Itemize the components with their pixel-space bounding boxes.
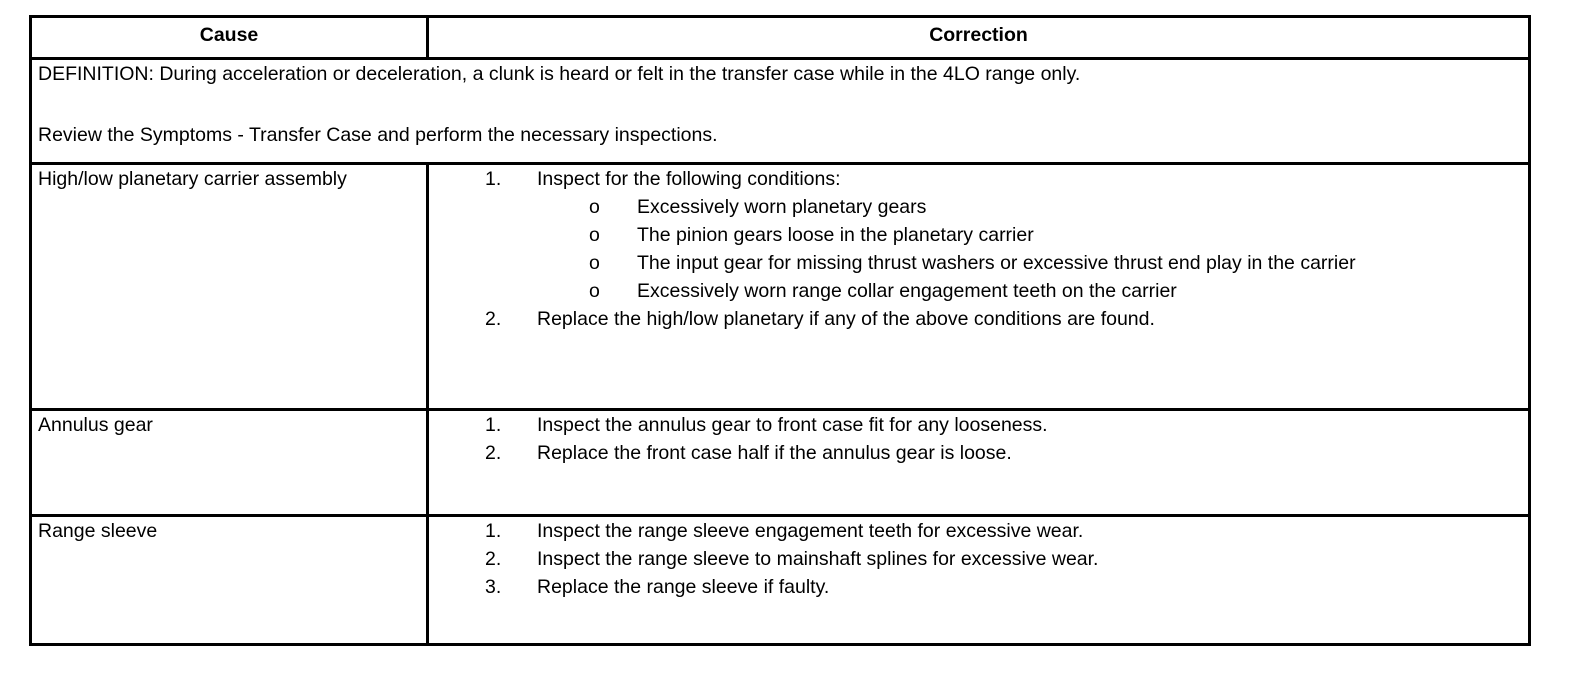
step-number: 3.	[485, 576, 502, 598]
step-item	[485, 439, 1522, 467]
condition-text: The input gear for missing thrust washers or excessive thrust end play in the carrier	[637, 252, 1356, 274]
condition-item	[585, 277, 1522, 305]
step-number: 2.	[485, 548, 502, 570]
step-item	[485, 517, 1522, 545]
bullet-icon: o	[589, 224, 600, 246]
step-text: Inspect the range sleeve to mainshaft splines for excessive wear.	[537, 548, 1099, 570]
table-row	[31, 516, 1530, 645]
condition-text: The pinion gears loose in the planetary carrier	[637, 224, 1034, 246]
step-text: Replace the high/low planetary if any of the above conditions are found.	[537, 308, 1155, 330]
header-row	[31, 17, 1530, 59]
correction-cell	[428, 516, 1530, 645]
correction-cell	[428, 410, 1530, 516]
definition-text: DEFINITION: During acceleration or deceleration, a clunk is heard or felt in the transfer case while in the 4LO range only.	[38, 63, 1081, 85]
step-text: Replace the range sleeve if faulty.	[537, 576, 830, 598]
step-number: 2.	[485, 442, 502, 464]
review-text: Review the Symptoms - Transfer Case and perform the necessary inspections.	[38, 124, 718, 146]
definition-row	[31, 59, 1530, 164]
diagnostic-table	[29, 15, 1531, 646]
condition-text: Excessively worn planetary gears	[637, 196, 927, 218]
step-text: Inspect the annulus gear to front case fit for any looseness.	[537, 414, 1048, 436]
step-text: Inspect the range sleeve engagement teeth for excessive wear.	[537, 520, 1084, 542]
condition-text: Excessively worn range collar engagement teeth on the carrier	[637, 280, 1177, 302]
condition-item	[585, 193, 1522, 221]
step-item	[485, 165, 1522, 305]
correction-steps	[435, 165, 1522, 333]
step-text: Inspect for the following conditions:	[537, 168, 841, 190]
step-number: 1.	[485, 414, 502, 436]
step-number: 1.	[485, 520, 502, 542]
correction-steps	[435, 411, 1522, 467]
correction-cell	[428, 164, 1530, 410]
table-row	[31, 164, 1530, 410]
correction-header: Correction	[428, 17, 1530, 59]
cause-header: Cause	[31, 17, 428, 59]
cause-cell: High/low planetary carrier assembly	[31, 164, 428, 410]
step-item	[485, 305, 1522, 333]
condition-item	[585, 221, 1522, 249]
cause-cell: Range sleeve	[31, 516, 428, 645]
step-number: 2.	[485, 308, 502, 330]
bullet-icon: o	[589, 280, 600, 302]
condition-list	[537, 193, 1522, 305]
table-row	[31, 410, 1530, 516]
bullet-icon: o	[589, 196, 600, 218]
condition-item	[585, 249, 1522, 277]
correction-steps	[435, 517, 1522, 601]
step-text: Replace the front case half if the annulus gear is loose.	[537, 442, 1012, 464]
step-item	[485, 573, 1522, 601]
definition-cell	[31, 59, 1530, 164]
step-item	[485, 545, 1522, 573]
step-number: 1.	[485, 168, 502, 190]
cause-cell: Annulus gear	[31, 410, 428, 516]
bullet-icon: o	[589, 252, 600, 274]
step-item	[485, 411, 1522, 439]
